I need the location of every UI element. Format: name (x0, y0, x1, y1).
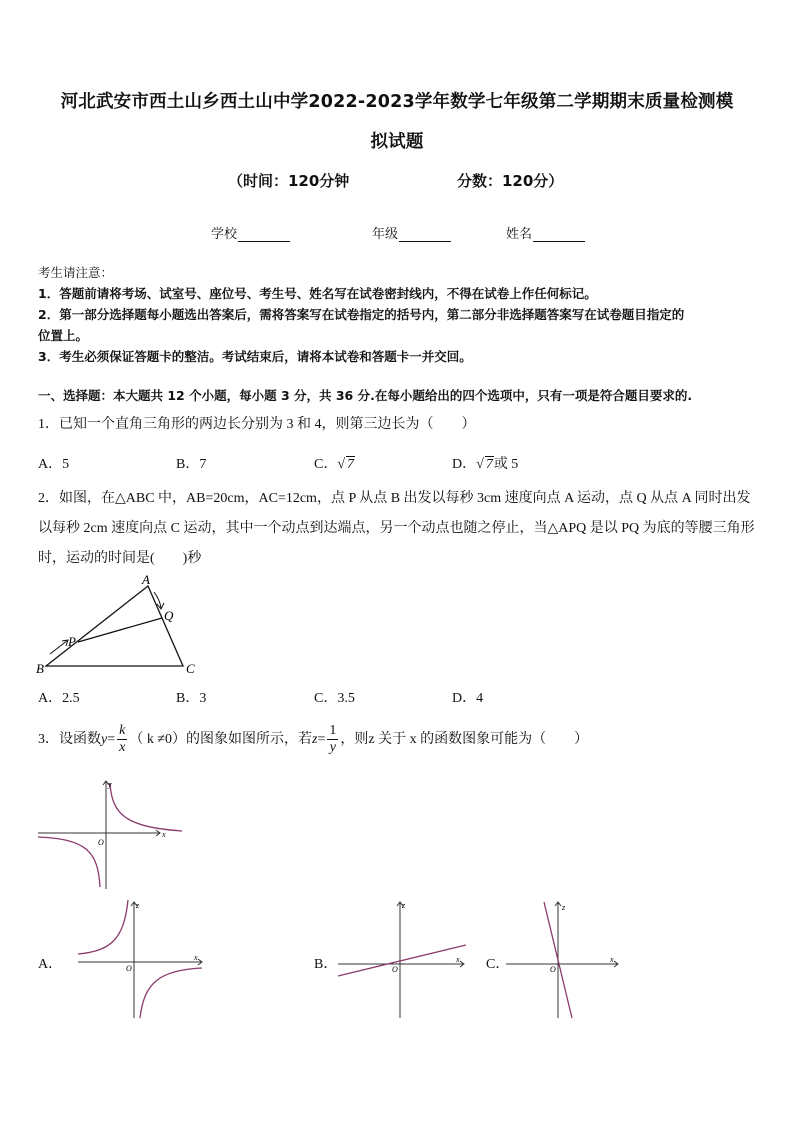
triangle-abc (46, 586, 183, 666)
axis-z-label: z (402, 901, 406, 910)
note-3: 3．考生必须保证答题卡的整洁。考试结束后，请将本试卷和答题卡一并交回。 (38, 349, 472, 364)
origin-label: O (550, 965, 556, 974)
page-title-line2: 拟试题 (370, 132, 424, 152)
q3-frac2-num: 1 (329, 723, 337, 739)
q3-fraction-1-over-y (327, 723, 338, 756)
sqrt-symbol: √ 7 (337, 457, 355, 472)
q3-frac-num: k (119, 723, 126, 739)
exam-time: （时间：120分钟 (228, 172, 350, 190)
label-c: C (186, 661, 195, 676)
q1-option-c-label: C． (314, 457, 338, 472)
hyperbola-branch-2 (38, 837, 100, 887)
label-p: P (68, 634, 76, 649)
curve-branch-2 (140, 968, 202, 1018)
q1-option-d[interactable] (452, 453, 518, 473)
axis-x-label: x (162, 830, 166, 839)
sqrt-symbol: √ 7 (476, 457, 493, 472)
q3-condition: （ k ≠0）的图象如图所示，若 (129, 732, 313, 747)
axis-x-label: x (456, 955, 460, 964)
axis-y-label: y (108, 780, 112, 789)
q3-eq: = (107, 732, 116, 747)
grade-field[interactable] (372, 223, 451, 242)
arrow-p-line (50, 640, 68, 654)
q3-option-a-graph[interactable] (62, 896, 210, 1020)
q2-triangle-figure (30, 572, 220, 680)
q2-option-c[interactable]: C．3.5 (314, 691, 355, 706)
origin-label: O (98, 838, 104, 847)
school-label: 学校 (211, 227, 238, 242)
hyperbola-branch-1 (110, 783, 182, 831)
label-a: A (142, 572, 150, 587)
q1-option-d-label: D． (452, 457, 477, 472)
grade-blank[interactable] (399, 229, 451, 242)
q3-prefix: 3．设函数 (38, 732, 101, 747)
q3-fraction-k-over-x (117, 723, 127, 756)
label-b: B (36, 661, 44, 676)
q1-option-c-radicand: 7 (347, 457, 355, 472)
axis-x-label: x (194, 953, 198, 962)
note-2a: 2．第一部分选择题每小题选出答案后，需将答案写在试卷指定的括号内，第二部分非选择题答案写在试卷题目指定的 (38, 307, 685, 322)
q2-stem-line3: 时，运动的时间是( )秒 (38, 551, 202, 566)
q3-option-b-graph[interactable] (334, 898, 468, 1020)
q2-option-d[interactable]: D．4 (452, 691, 484, 706)
q2-stem-line2: 以每秒 2cm 速度向点 C 运动，其中一个动点到达端点，另一个动点也随之停止，当△APQ 是以 PQ 为底的等腰三角形 (38, 521, 755, 536)
axis-z-label: z (562, 903, 566, 912)
school-field[interactable] (211, 223, 290, 242)
q1-option-d-radicand: 7 (485, 457, 493, 472)
school-blank[interactable] (238, 229, 290, 242)
q3-frac-den: x (119, 740, 126, 756)
note-2b: 位置上。 (38, 328, 89, 343)
q2-option-b[interactable]: B．3 (176, 691, 207, 706)
line-positive-slope (338, 945, 466, 976)
origin-label: O (392, 965, 398, 974)
page-title-line1: 河北武安市西土山乡西土山中学2022-2023学年数学七年级第二学期期末质量检测模 (60, 92, 734, 112)
axis-z-label: z (136, 901, 140, 910)
q3-suffix: ，则z 关于 x 的函数图象可能为（ ） (340, 732, 589, 747)
grade-label: 年级 (372, 227, 399, 242)
axis-x-label: x (610, 955, 614, 964)
name-label: 姓名 (506, 227, 533, 242)
q3-var-z: z (312, 732, 318, 747)
notes-block (38, 262, 763, 367)
notes-heading: 考生请注意： (38, 265, 114, 280)
q1-option-b[interactable]: B．7 (176, 457, 207, 472)
arrow-q-line (154, 592, 161, 608)
exam-score: 分数：120分） (457, 172, 564, 190)
curve-branch-1 (78, 900, 128, 954)
q1-option-d-suffix: 或 5 (493, 457, 519, 472)
q2-option-a[interactable]: A．2.5 (38, 691, 80, 706)
q1-stem: 1．已知一个直角三角形的两边长分别为 3 和 4，则第三边长为（ ） (38, 417, 476, 432)
q3-option-b[interactable]: B． (314, 957, 338, 972)
q3-option-c-graph[interactable] (500, 898, 624, 1020)
q3-option-a[interactable]: A． (38, 957, 63, 972)
q3-var-y: y (101, 732, 108, 747)
name-field[interactable] (506, 223, 585, 242)
name-blank[interactable] (533, 229, 585, 242)
q3-frac2-den: y (329, 740, 336, 756)
note-1: 1．答题前请将考场、试室号、座位号、考生号、姓名写在试卷密封线内，不得在试卷上作任何标记。 (38, 286, 597, 301)
q3-given-graph (36, 775, 186, 893)
q3-option-c[interactable]: C． (486, 957, 510, 972)
q3-eq2: = (317, 732, 326, 747)
q3-stem (38, 722, 762, 758)
label-q: Q (164, 608, 174, 623)
origin-label: O (126, 964, 132, 973)
segment-pq (78, 618, 162, 642)
q2-stem-line1: 2．如图，在△ABC 中，AB=20cm，AC=12cm，点 P 从点 B 出发以每秒 3cm 速度向点 A 运动，点 Q 从点 A 同时出发 (38, 491, 751, 506)
section-1-heading: 一、选择题：本大题共 12 个小题，每小题 3 分，共 36 分.在每小题给出的四个选项中，只有一项是符合题目要求的. (38, 388, 693, 403)
q1-option-a[interactable]: A．5 (38, 457, 70, 472)
q1-option-c[interactable] (314, 453, 355, 473)
